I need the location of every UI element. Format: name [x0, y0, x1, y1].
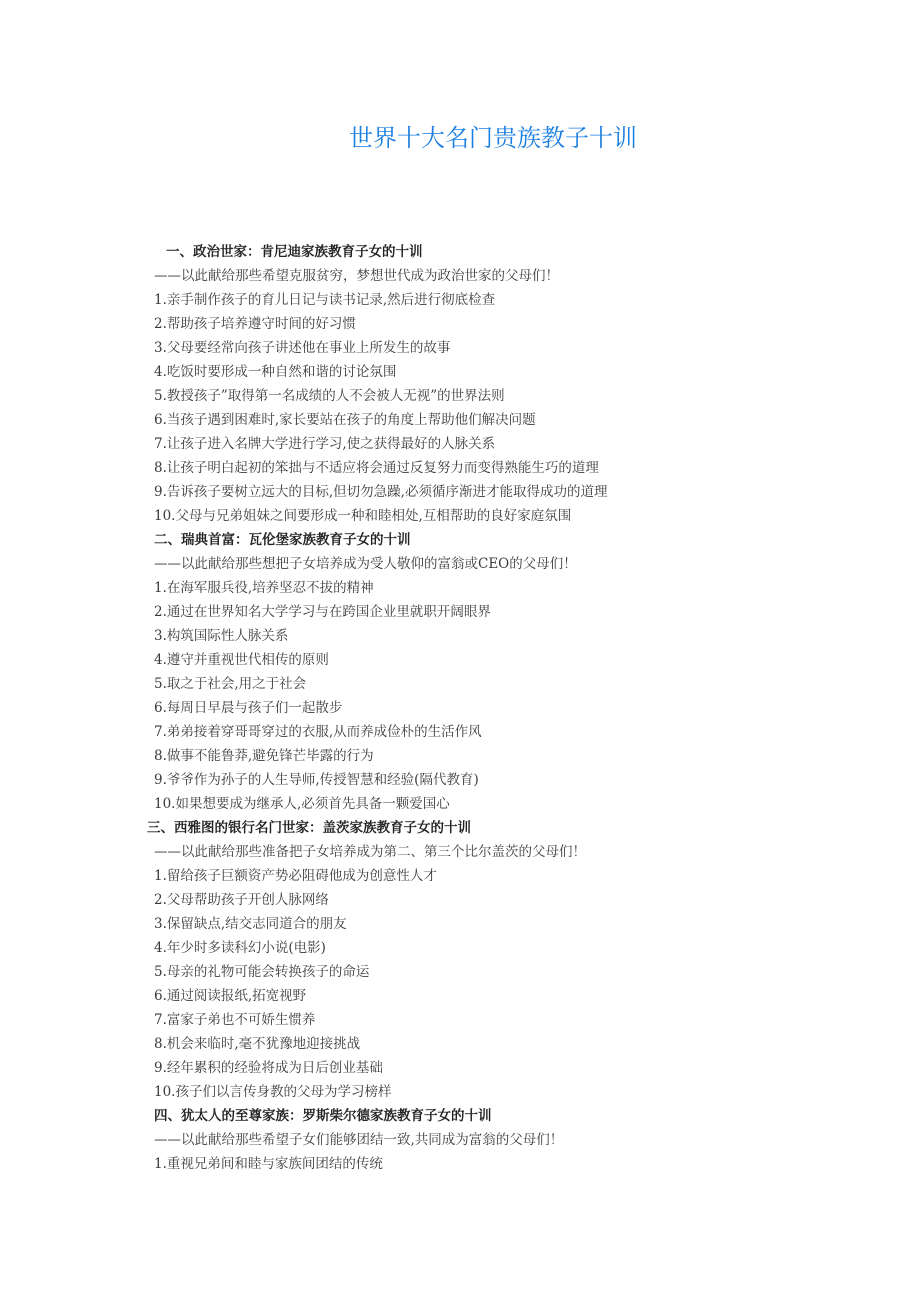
list-item: 5.教授孩子”取得第一名成绩的人不会被人无视”的世界法则 [154, 388, 505, 404]
list-item: 6.每周日早晨与孩子们一起散步 [154, 700, 343, 716]
list-item: 10.父母与兄弟姐妹之间要形成一种和睦相处,互相帮助的良好家庭氛围 [154, 508, 572, 524]
list-item: 4.吃饭时要形成一种自然和谐的讨论氛围 [154, 364, 397, 380]
section-dedication: ——以此献给那些准备把子女培养成为第二、第三个比尔盖茨的父母们！ [154, 844, 586, 860]
list-item: 1.亲手制作孩子的育儿日记与读书记录,然后进行彻底检查 [154, 292, 496, 308]
section-dedication: ——以此献给那些想把子女培养成为受人敬仰的富翁或CEO的父母们！ [154, 556, 577, 572]
list-item: 4.年少时多读科幻小说(电影) [154, 940, 326, 956]
section-heading: 四、犹太人的至尊家族：罗斯柴尔德家族教育子女的十训 [154, 1108, 492, 1124]
section-dedication: ——以此献给那些希望子女们能够团结一致,共同成为富翁的父母们！ [154, 1132, 564, 1148]
list-item: 3.保留缺点,结交志同道合的朋友 [154, 916, 347, 932]
list-item: 10.如果想要成为继承人,必须首先具备一颗爱国心 [154, 796, 450, 812]
list-item: 3.构筑国际性人脉关系 [154, 628, 289, 644]
list-item: 7.富家子弟也不可娇生惯养 [154, 1012, 316, 1028]
page-title: 世界十大名门贵族教子十训 [349, 124, 637, 152]
list-item: 6.当孩子遇到困难时,家长要站在孩子的角度上帮助他们解决问题 [154, 412, 536, 428]
list-item: 1.重视兄弟间和睦与家族间团结的传统 [154, 1156, 383, 1172]
list-item: 7.让孩子进入名牌大学进行学习,使之获得最好的人脉关系 [154, 436, 496, 452]
list-item: 1.在海军服兵役,培养坚忍不拔的精神 [154, 580, 374, 596]
list-item: 6.通过阅读报纸,拓宽视野 [154, 988, 307, 1004]
list-item: 8.让孩子明白起初的笨拙与不适应将会通过反复努力而变得熟能生巧的道理 [154, 460, 599, 476]
list-item: 9.告诉孩子要树立远大的目标,但切勿急躁,必须循序渐进才能取得成功的道理 [154, 484, 608, 500]
list-item: 1.留给孩子巨额资产势必阻碍他成为创意性人才 [154, 868, 437, 884]
list-item: 10.孩子们以言传身教的父母为学习榜样 [154, 1084, 392, 1100]
list-item: 8.做事不能鲁莽,避免锋芒毕露的行为 [154, 748, 374, 764]
list-item: 2.通过在世界知名大学学习与在跨国企业里就职开阔眼界 [154, 604, 491, 620]
list-item: 9.经年累积的经验将成为日后创业基础 [154, 1060, 383, 1076]
section-dedication: ——以此献给那些希望克服贫穷，梦想世代成为政治世家的父母们！ [154, 268, 559, 284]
list-item: 9.爷爷作为孙子的人生导师,传授智慧和经验(隔代教育) [154, 772, 479, 788]
list-item: 7.弟弟接着穿哥哥穿过的衣服,从而养成俭朴的生活作风 [154, 724, 482, 740]
list-item: 2.父母帮助孩子开创人脉网络 [154, 892, 329, 908]
list-item: 5.取之于社会,用之于社会 [154, 676, 307, 692]
list-item: 2.帮助孩子培养遵守时间的好习惯 [154, 316, 356, 332]
section-heading: 一、政治世家：肯尼迪家族教育子女的十训 [166, 244, 423, 260]
section-heading: 二、瑞典首富：瓦伦堡家族教育子女的十训 [154, 532, 411, 548]
list-item: 5.母亲的礼物可能会转换孩子的命运 [154, 964, 370, 980]
section-heading: 三、西雅图的银行名门世家：盖茨家族教育子女的十训 [147, 820, 471, 836]
list-item: 8.机会来临时,毫不犹豫地迎接挑战 [154, 1036, 361, 1052]
list-item: 3.父母要经常向孩子讲述他在事业上所发生的故事 [154, 340, 451, 356]
list-item: 4.遵守并重视世代相传的原则 [154, 652, 329, 668]
